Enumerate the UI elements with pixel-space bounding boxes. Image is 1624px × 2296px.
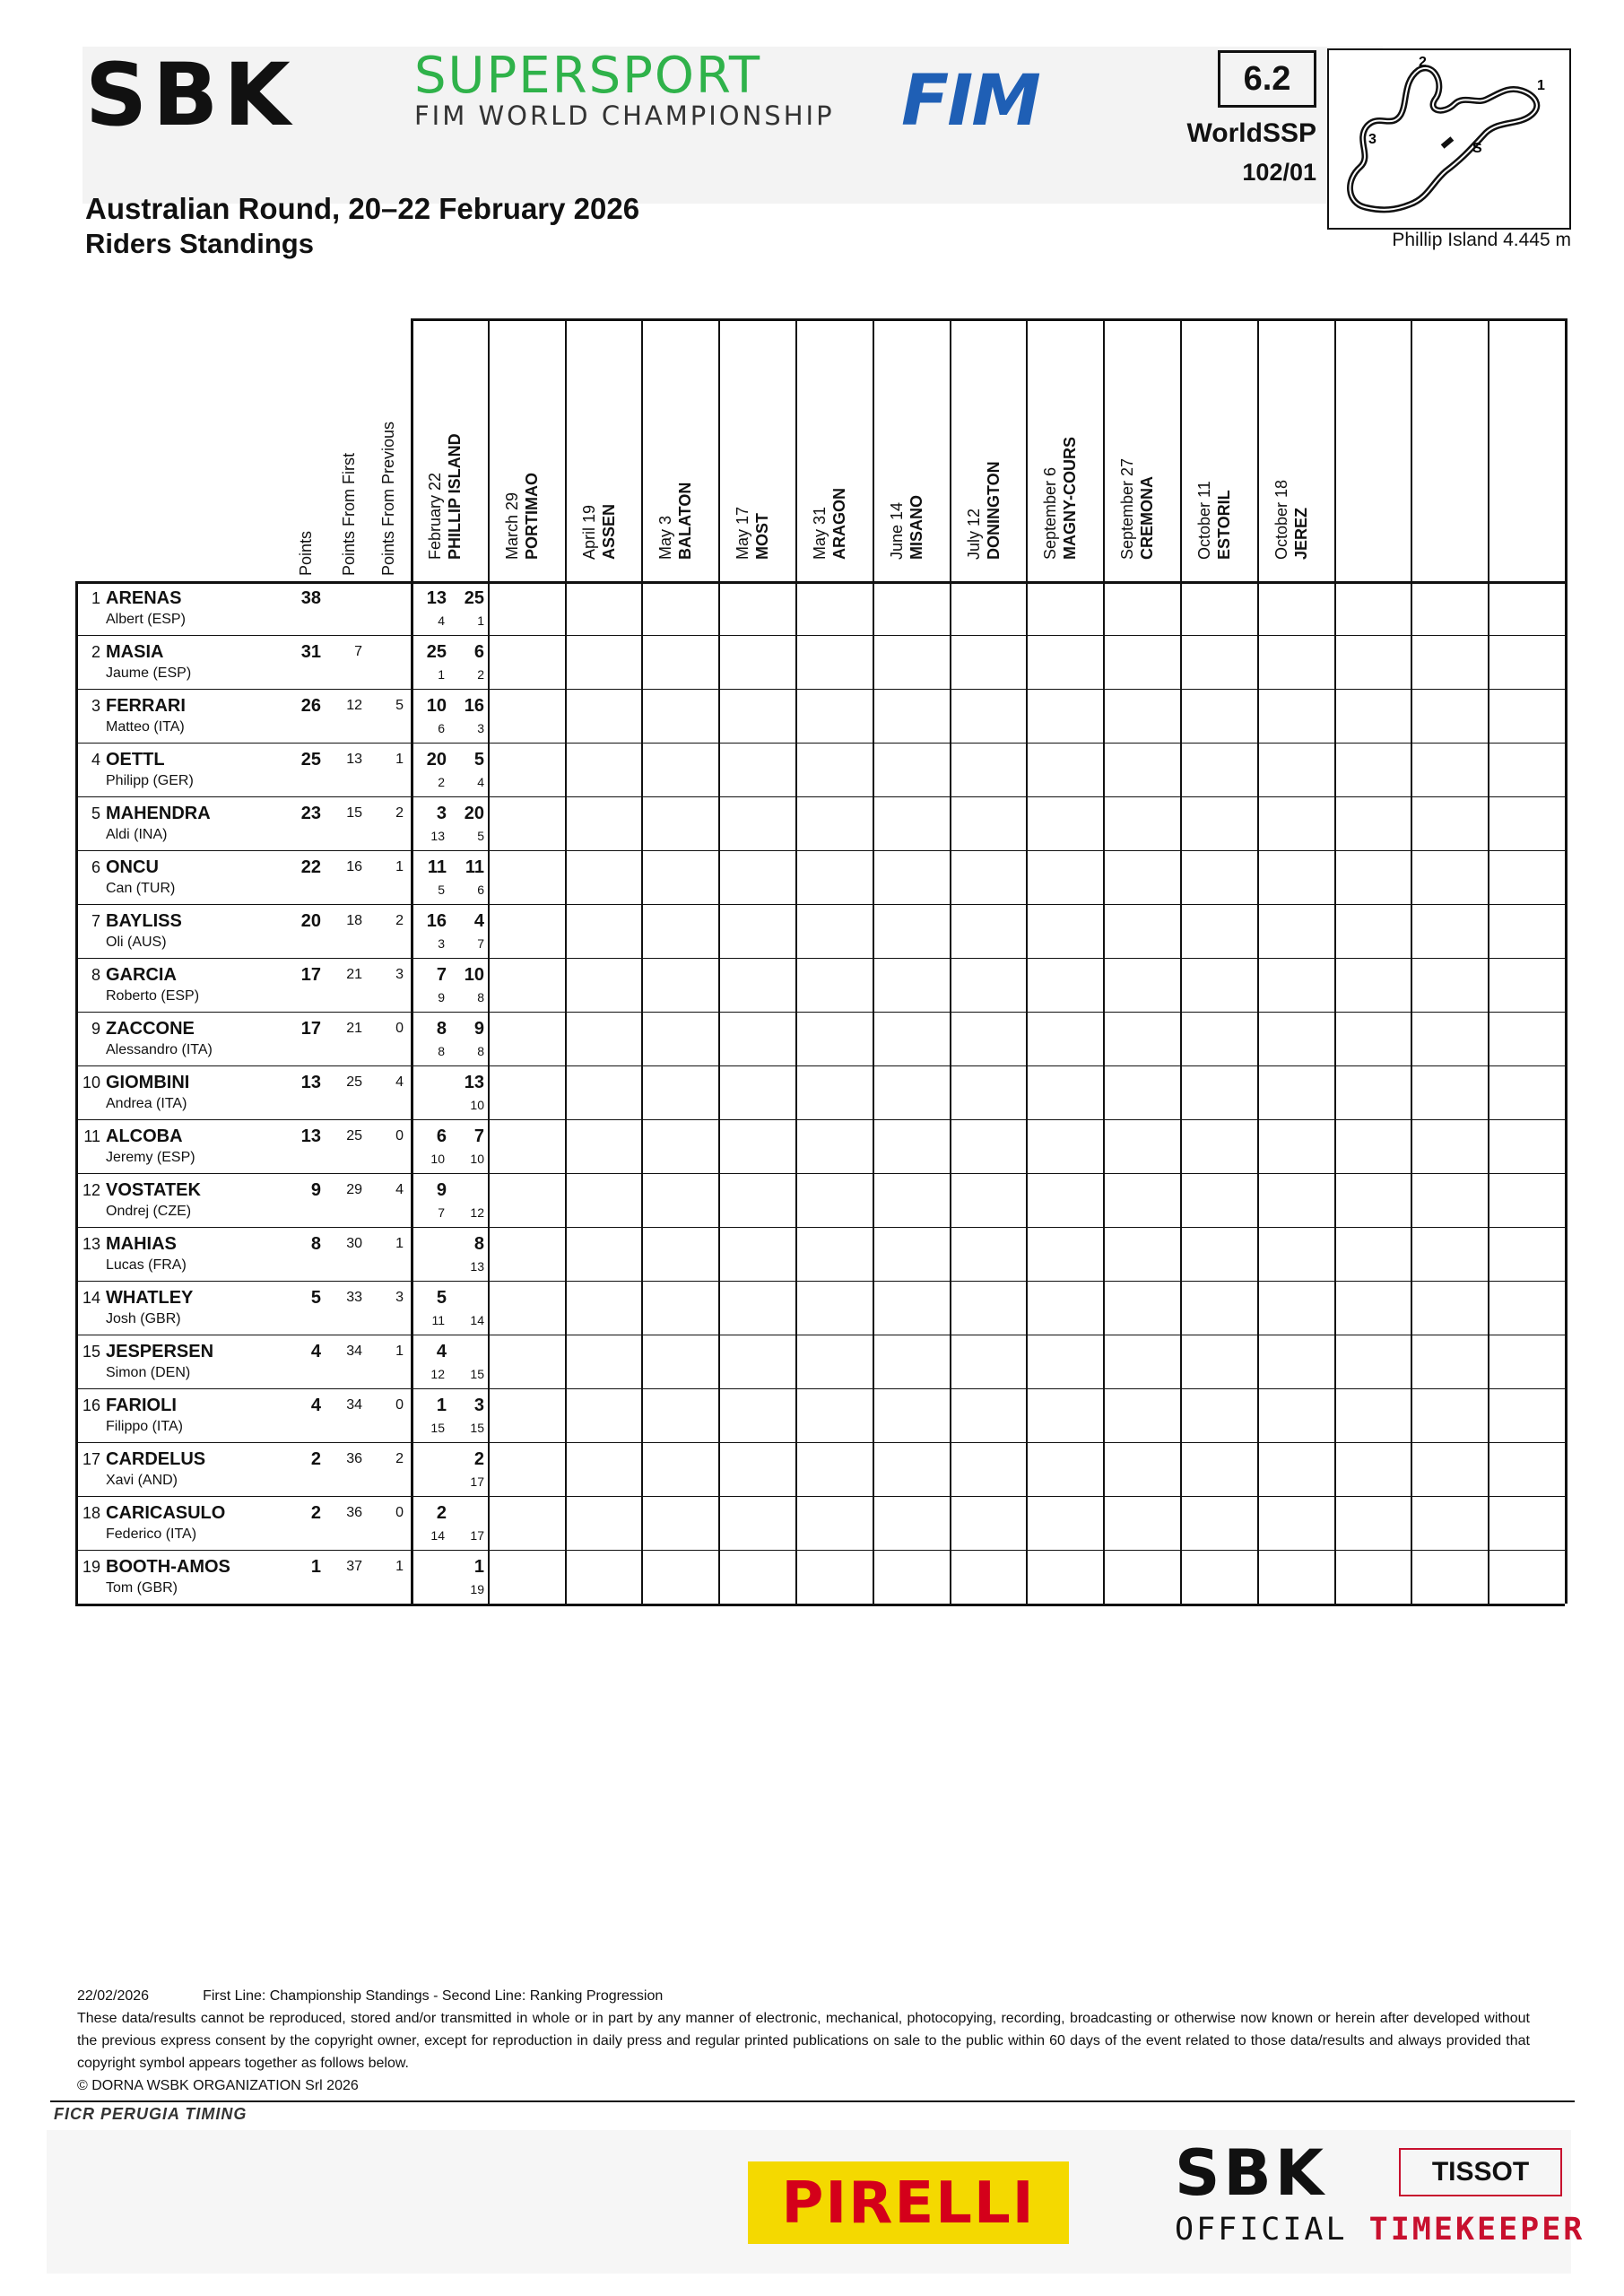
rider-surname: OETTL [106, 750, 165, 770]
round1-race2-rank: 17 [470, 1528, 484, 1543]
grid-row-line [75, 1604, 1565, 1606]
round1-race2-points: 2 [473, 1449, 484, 1469]
rider-surname: BOOTH-AMOS [106, 1557, 230, 1577]
rider-points: 20 [300, 911, 321, 931]
round1-race1-points: 7 [436, 965, 447, 985]
grid-row-line [75, 904, 1565, 905]
rider-position: 11 [83, 1127, 100, 1145]
rider-points-from-first: 36 [346, 1451, 362, 1466]
grid-vertical-line [873, 318, 874, 1604]
rider-surname: WHATLEY [106, 1288, 194, 1308]
rider-surname: ZACCONE [106, 1019, 195, 1039]
rider-points-from-previous: 1 [395, 1344, 404, 1359]
rider-points-from-previous: 4 [395, 1182, 404, 1197]
round1-race2-points: 1 [473, 1557, 484, 1577]
column-header-label: Points From First [340, 452, 358, 576]
rider-points-from-previous: 0 [395, 1397, 404, 1413]
round-venue: ESTORIL [1215, 490, 1233, 560]
rider-surname: VOSTATEK [106, 1180, 201, 1200]
round1-race2-rank: 1 [477, 613, 484, 628]
rider-points: 13 [300, 1073, 321, 1092]
rider-firstname: Aldi (INA) [106, 827, 168, 842]
round-header-label [1194, 481, 1234, 560]
rider-points-from-previous: 2 [395, 913, 404, 928]
round-header-label [733, 507, 772, 560]
round1-race1-rank: 14 [430, 1528, 445, 1543]
round-header-label [579, 504, 619, 560]
round-header [1334, 318, 1411, 583]
round1-race1-rank: 1 [438, 667, 445, 682]
rider-firstname: Lucas (FRA) [106, 1257, 187, 1273]
rider-surname: MAHENDRA [106, 804, 211, 823]
round-header-label [1040, 437, 1080, 560]
round-header [1103, 318, 1180, 583]
grid-row-line [75, 743, 1565, 744]
rider-firstname: Jeremy (ESP) [106, 1150, 195, 1165]
round-header [873, 318, 950, 583]
round-header-label [656, 483, 695, 560]
rider-surname: MASIA [106, 642, 164, 662]
grid-row-line [75, 850, 1565, 851]
round1-race2-rank: 19 [470, 1582, 484, 1596]
sbk-logo: SBK [85, 45, 296, 145]
rider-points: 23 [300, 804, 321, 823]
rider-points: 22 [300, 857, 321, 877]
rider-surname: FARIOLI [106, 1396, 177, 1415]
round1-race2-rank: 7 [477, 936, 484, 951]
rider-points-from-first: 34 [346, 1397, 362, 1413]
round1-race2-points: 11 [465, 857, 484, 877]
rider-points-from-first: 12 [346, 698, 362, 713]
round-header-label [502, 473, 542, 560]
round1-race2-rank: 15 [470, 1421, 484, 1435]
pirelli-wordmark: PIRELLI [781, 2170, 1036, 2237]
grid-vertical-line [1026, 318, 1028, 1604]
rider-firstname: Roberto (ESP) [106, 988, 200, 1004]
rider-firstname: Tom (GBR) [106, 1580, 178, 1596]
rider-points-from-first: 7 [354, 644, 362, 659]
rider-points: 9 [310, 1180, 321, 1200]
rider-position: 8 [91, 966, 100, 984]
track-start-label: S [1472, 141, 1482, 156]
round1-race1-rank: 11 [431, 1313, 445, 1327]
round-date: September 6 [1041, 466, 1060, 560]
round1-race1-rank: 3 [438, 936, 445, 951]
rider-points-from-previous: 3 [395, 967, 404, 982]
grid-vertical-line [641, 318, 643, 1604]
round-header [795, 318, 873, 583]
round-venue: CREMONA [1138, 476, 1157, 560]
footer [77, 1985, 1530, 2097]
round-header-label [425, 433, 465, 560]
round1-race2-points: 8 [473, 1234, 484, 1254]
rider-points-from-previous: 2 [395, 805, 404, 821]
rider-points-from-previous: 0 [395, 1128, 404, 1144]
round1-race1-rank: 10 [430, 1152, 445, 1166]
rider-firstname: Simon (DEN) [106, 1365, 191, 1380]
track-corner-3: 3 [1368, 132, 1376, 147]
rider-points: 38 [300, 588, 321, 608]
rider-firstname: Andrea (ITA) [106, 1096, 187, 1111]
rider-surname: ARENAS [106, 588, 182, 608]
round1-race1-points: 6 [436, 1126, 447, 1146]
round-venue: DONINGTON [984, 461, 1003, 560]
column-header-from-first [332, 318, 368, 583]
round1-race2-points: 10 [464, 965, 484, 985]
round-header [1411, 318, 1488, 583]
footer-legend: First Line: Championship Standings - Second Line: Ranking Progression [203, 1988, 664, 2004]
round1-race2-rank: 3 [477, 721, 484, 735]
round-header [1488, 318, 1565, 583]
round1-race2-rank: 10 [470, 1152, 484, 1166]
round1-race1-rank: 4 [438, 613, 445, 628]
round-date: October 11 [1195, 481, 1213, 560]
round-header-label [964, 461, 1003, 560]
rider-firstname: Josh (GBR) [106, 1311, 181, 1326]
round1-race2-rank: 17 [470, 1474, 484, 1489]
rider-position: 6 [91, 858, 100, 876]
rider-firstname: Can (TUR) [106, 881, 176, 896]
round1-race2-rank: 15 [470, 1367, 484, 1381]
round1-race2-points: 9 [473, 1019, 484, 1039]
rider-points: 5 [310, 1288, 321, 1308]
event-subtitle: Riders Standings [85, 228, 314, 259]
rider-points: 31 [300, 642, 321, 662]
round1-race1-rank: 6 [438, 721, 445, 735]
rider-firstname: Oli (AUS) [106, 935, 167, 950]
rider-surname: CARICASULO [106, 1503, 226, 1523]
track-corner-1: 1 [1537, 78, 1545, 93]
track-layout-icon [1329, 50, 1569, 228]
round1-race1-points: 2 [436, 1503, 447, 1523]
round1-race1-rank: 13 [430, 829, 445, 843]
round1-race1-points: 11 [427, 857, 447, 877]
rider-points-from-first: 13 [346, 752, 362, 767]
grid-row-line [75, 635, 1565, 636]
round1-race1-points: 5 [436, 1288, 447, 1308]
grid-row-line [75, 958, 1565, 959]
rider-position: 13 [82, 1235, 100, 1253]
rider-firstname: Matteo (ITA) [106, 719, 185, 735]
round1-race1-points: 16 [426, 911, 447, 931]
grid-vertical-line [1334, 318, 1336, 1604]
round1-race1-points: 10 [426, 696, 447, 716]
rider-surname: FERRARI [106, 696, 186, 716]
grid-row-line [75, 1119, 1565, 1120]
round-date: April 19 [579, 504, 598, 560]
round-venue: MAGNY-COURS [1061, 436, 1080, 560]
rider-points-from-first: 36 [346, 1505, 362, 1520]
rider-points-from-first: 21 [346, 1021, 362, 1036]
grid-header-line [75, 581, 1565, 584]
round-header [718, 318, 795, 583]
rider-points-from-first: 25 [346, 1074, 362, 1090]
round1-race1-rank: 2 [438, 775, 445, 789]
rider-surname: ALCOBA [106, 1126, 183, 1146]
rider-points-from-first: 29 [346, 1182, 362, 1197]
rider-position: 14 [82, 1289, 100, 1307]
round1-race2-points: 5 [473, 750, 484, 770]
round1-race2-points: 7 [473, 1126, 484, 1146]
round1-race2-rank: 4 [477, 775, 484, 789]
rider-firstname: Xavi (AND) [106, 1473, 178, 1488]
rider-surname: ONCU [106, 857, 159, 877]
round-header [1257, 318, 1334, 583]
footer-copyright: © DORNA WSBK ORGANIZATION Srl 2026 [77, 2078, 359, 2093]
fim-world-championship-subtitle: FIM WORLD CHAMPIONSHIP [414, 100, 835, 131]
rider-position: 15 [82, 1343, 100, 1361]
rider-points: 13 [300, 1126, 321, 1146]
rider-points-from-previous: 3 [395, 1290, 404, 1305]
rider-points-from-first: 25 [346, 1128, 362, 1144]
grid-row-line [75, 1227, 1565, 1228]
class-name: WorldSSP [1186, 118, 1316, 148]
round1-race2-rank: 8 [477, 990, 484, 1004]
rider-position: 16 [82, 1396, 100, 1414]
round1-race1-points: 1 [436, 1396, 447, 1415]
round1-race1-points: 25 [426, 642, 447, 662]
round1-race1-rank: 15 [430, 1421, 445, 1435]
round-header [1026, 318, 1103, 583]
event-title: Australian Round, 20–22 February 2026 [85, 192, 640, 225]
round1-race2-points: 16 [464, 696, 484, 716]
grid-vertical-line [950, 318, 951, 1604]
rider-points: 17 [300, 965, 321, 985]
round1-race2-rank: 6 [477, 883, 484, 897]
rider-points-from-previous: 1 [395, 1559, 404, 1574]
grid-vertical-line [1257, 318, 1259, 1604]
grid-vertical-line [488, 318, 490, 1604]
rider-points-from-first: 16 [346, 859, 362, 874]
round1-race1-points: 9 [436, 1180, 447, 1200]
round-date: June 14 [887, 501, 906, 560]
rider-surname: GIOMBINI [106, 1073, 190, 1092]
round1-race2-rank: 8 [477, 1044, 484, 1058]
official-timekeeper [1175, 2212, 1585, 2248]
footer-date: 22/02/2026 [77, 1988, 150, 2004]
rider-position: 18 [82, 1504, 100, 1522]
rider-firstname: Albert (ESP) [106, 612, 186, 627]
round-date: May 17 [734, 506, 752, 560]
rider-points-from-first: 18 [346, 913, 362, 928]
rider-points-from-previous: 1 [395, 752, 404, 767]
track-caption: Phillip Island 4.445 m [1392, 230, 1571, 250]
round-header [1180, 318, 1257, 583]
rider-points-from-previous: 0 [395, 1021, 404, 1036]
rider-points-from-first: 30 [346, 1236, 362, 1251]
round1-race2-points: 13 [464, 1073, 484, 1092]
grid-vertical-line [1488, 318, 1489, 1604]
track-corner-2: 2 [1419, 55, 1427, 70]
grid-row-line [75, 1012, 1565, 1013]
rider-points: 26 [300, 696, 321, 716]
rider-points-from-first: 15 [346, 805, 362, 821]
rider-surname: CARDELUS [106, 1449, 206, 1469]
rider-points: 8 [310, 1234, 321, 1254]
grid-row-line [75, 1496, 1565, 1497]
class-code: 102/01 [1242, 159, 1316, 186]
round1-race2-rank: 5 [477, 829, 484, 843]
rider-surname: JESPERSEN [106, 1342, 214, 1361]
round-venue: MISANO [907, 495, 925, 560]
rider-points-from-previous: 4 [395, 1074, 404, 1090]
round-venue: PORTIMAO [522, 473, 541, 560]
footer-divider [50, 2100, 1575, 2102]
round1-race2-rank: 2 [477, 667, 484, 682]
rider-points: 1 [310, 1557, 321, 1577]
round-header-label [810, 488, 849, 560]
rider-firstname: Filippo (ITA) [106, 1419, 183, 1434]
grid-top-line [411, 318, 1565, 321]
grid-row-line [75, 1065, 1565, 1066]
round-header [565, 318, 642, 583]
round1-race2-rank: 12 [470, 1205, 484, 1220]
rider-points: 2 [310, 1449, 321, 1469]
round1-race2-points: 20 [464, 804, 484, 823]
rider-points-from-previous: 1 [395, 859, 404, 874]
round1-race1-rank: 12 [430, 1367, 445, 1381]
grid-row-line [75, 1173, 1565, 1174]
rider-points-from-first: 33 [346, 1290, 362, 1305]
grid-vertical-line [1565, 318, 1568, 1604]
rider-position: 1 [91, 589, 100, 607]
round-date: March 29 [502, 491, 521, 560]
round1-race1-rank: 9 [438, 990, 445, 1004]
tissot-logo: TISSOT [1399, 2148, 1562, 2196]
round-header [411, 318, 488, 583]
rider-surname: MAHIAS [106, 1234, 177, 1254]
round-venue: ASSEN [599, 503, 618, 560]
column-header-from-previous [371, 318, 407, 583]
grid-row-line [75, 1388, 1565, 1389]
round1-race2-points: 3 [473, 1396, 484, 1415]
rider-position: 5 [91, 804, 100, 822]
column-header-points [289, 318, 325, 583]
rider-position: 4 [91, 751, 100, 769]
footer-legal: These data/results cannot be reproduced, stored and/or transmitted in whole or in part by any manner of electronic, mechanical, photocopying, recording, broadcasting or otherwise now known or herein after developed without the previous express consent by the copyright owner, except for reproduction in daily press and regular printed publications on sale to the public within 60 days of the event related to those data/results and always provided that copyright symbol appears together as follows below. [77, 2011, 1530, 2071]
rider-firstname: Philipp (GER) [106, 773, 194, 788]
rider-points-from-first: 37 [346, 1559, 362, 1574]
rider-points: 2 [310, 1503, 321, 1523]
rider-points: 17 [300, 1019, 321, 1039]
timekeeper-label: TIMEKEEPER [1368, 2212, 1585, 2248]
rider-position: 12 [82, 1181, 100, 1199]
rider-firstname: Ondrej (CZE) [106, 1204, 192, 1219]
round-venue: PHILLIP ISLAND [446, 433, 464, 560]
rider-position: 19 [82, 1558, 100, 1576]
fim-logo: FIM [901, 61, 1039, 142]
round-date: July 12 [964, 508, 983, 560]
grid-vertical-line [1180, 318, 1182, 1604]
round1-race1-points: 4 [436, 1342, 447, 1361]
rider-position: 17 [82, 1450, 100, 1468]
round1-race1-points: 3 [436, 804, 447, 823]
round-header [641, 318, 718, 583]
pirelli-logo [748, 2161, 1069, 2244]
sbk-footer-logo: SBK [1175, 2136, 1328, 2210]
round1-race1-points: 8 [436, 1019, 447, 1039]
round-date: May 3 [656, 515, 675, 560]
round1-race1-points: 13 [426, 588, 447, 608]
rider-points-from-previous: 1 [395, 1236, 404, 1251]
column-header-label: Points From Previous [379, 421, 397, 576]
round-date: May 31 [811, 506, 829, 560]
grid-row-line [75, 1550, 1565, 1551]
round-venue: ARAGON [830, 488, 848, 560]
rider-points-from-previous: 5 [395, 698, 404, 713]
round-venue: JEREZ [1291, 507, 1310, 560]
round1-race1-rank: 5 [438, 883, 445, 897]
rider-points: 25 [300, 750, 321, 770]
rider-position: 9 [91, 1020, 100, 1038]
grid-vertical-line [1411, 318, 1412, 1604]
round-date: September 27 [1118, 457, 1137, 560]
round-venue: BALATON [676, 482, 695, 560]
round-date: February 22 [426, 472, 444, 560]
round1-race2-rank: 10 [470, 1098, 484, 1112]
round1-race2-points: 4 [473, 911, 484, 931]
round-header-label [887, 495, 926, 560]
round-header-label [1117, 458, 1157, 560]
rider-points-from-previous: 0 [395, 1505, 404, 1520]
grid-vertical-line [795, 318, 797, 1604]
document-number: 6.2 [1218, 50, 1316, 108]
rider-surname: BAYLISS [106, 911, 182, 931]
rider-points: 4 [310, 1342, 321, 1361]
grid-row-line [75, 1442, 1565, 1443]
round1-race1-rank: 8 [438, 1044, 445, 1058]
round1-race1-rank: 7 [438, 1205, 445, 1220]
rider-points-from-first: 34 [346, 1344, 362, 1359]
rider-position: 2 [91, 643, 100, 661]
round1-race2-points: 25 [464, 588, 484, 608]
round-header-label [1272, 480, 1311, 560]
grid-vertical-line [565, 318, 567, 1604]
round1-race2-rank: 13 [470, 1259, 484, 1274]
rider-points-from-first: 21 [346, 967, 362, 982]
rider-position: 10 [82, 1074, 100, 1091]
timing-provider: FICR PERUGIA TIMING [54, 2105, 248, 2123]
rider-firstname: Jaume (ESP) [106, 665, 192, 681]
rider-position: 7 [91, 912, 100, 930]
round-header [488, 318, 565, 583]
grid-vertical-line [1103, 318, 1105, 1604]
track-map [1327, 48, 1571, 230]
grid-row-line [75, 796, 1565, 797]
grid-row-line [75, 1281, 1565, 1282]
rider-position: 3 [91, 697, 100, 715]
official-label: OFFICIAL [1175, 2212, 1348, 2248]
rider-points-from-previous: 2 [395, 1451, 404, 1466]
round-header [950, 318, 1027, 583]
rider-surname: GARCIA [106, 965, 177, 985]
grid-row-line [75, 689, 1565, 690]
rider-firstname: Federico (ITA) [106, 1526, 197, 1542]
supersport-title: SUPERSPORT [414, 47, 762, 105]
round1-race2-points: 6 [473, 642, 484, 662]
rider-firstname: Alessandro (ITA) [106, 1042, 213, 1057]
round1-race2-rank: 14 [470, 1313, 484, 1327]
column-header-label: Points [297, 530, 315, 576]
round-date: October 18 [1272, 479, 1290, 560]
round1-race1-points: 20 [426, 750, 447, 770]
round-venue: MOST [753, 513, 772, 560]
grid-vertical-line [718, 318, 720, 1604]
rider-points: 4 [310, 1396, 321, 1415]
